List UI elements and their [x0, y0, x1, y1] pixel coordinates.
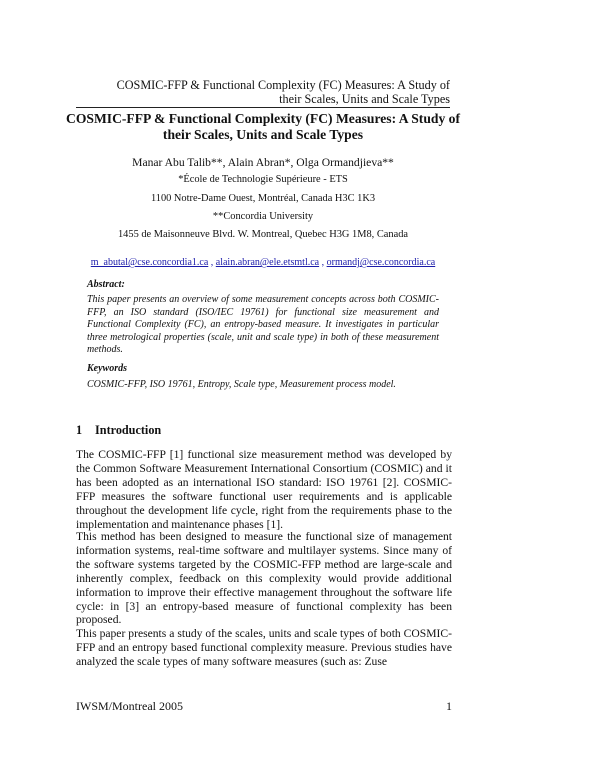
email-list	[60, 257, 466, 268]
body-paragraph-3: This paper presents a study of the scales, units and scale types of both COSMIC-FFP and an entropy based functional complexity measure. Previous studies have analyzed the scale types of many software measures (such as: Zuse	[76, 627, 452, 668]
body-paragraph-2: This method has been designed to measure the functional size of management information systems, real-time software and multilayer systems. Since many of the software systems targeted by the COSMIC-FFP method are large-scale and inherently complex, feedback on this complexity would provide additional information to improve their effective management throughout the software life cycle: in [3] an entropy-based measure of functional complexity has been proposed.	[76, 530, 452, 627]
keywords-text: COSMIC-FFP, ISO 19761, Entropy, Scale type, Measurement process model.	[87, 379, 396, 390]
affiliation-concordia-address: 1455 de Maisonneuve Blvd. W. Montreal, Quebec H3G 1M8, Canada	[117, 229, 409, 240]
abstract-heading: Abstract:	[87, 279, 125, 290]
abstract-text: This paper presents an overview of some measurement concepts across both COSMIC-FFP, an ISO standard (ISO/IEC 19761) for functional size measurement and Functional Complexity (FC), an entropy-based measure. It investigates in particular three metrological properties (scale, unit and scale type) in both of these measurement methods.	[87, 294, 439, 355]
email-separator: ,	[208, 257, 216, 268]
footer-conference: IWSM/Montreal 2005	[76, 699, 183, 713]
paper-title-line-1: COSMIC-FFP & Functional Complexity (FC) Measures: A Study of	[66, 111, 460, 126]
keywords-heading: Keywords	[87, 363, 127, 374]
footer-page-number: 1	[446, 699, 452, 713]
email-link-abran[interactable]: alain.abran@ele.etsmtl.ca	[215, 257, 320, 268]
affiliation-ets-address: 1100 Notre-Dame Ouest, Montréal, Canada H3C 1K3	[150, 193, 376, 204]
paper-title	[60, 111, 466, 142]
body-paragraph-1: The COSMIC-FFP [1] functional size measurement method was developed by the Common Software Measurement International Consortium (COSMIC) and it has been adopted as an international ISO standard: ISO 19761 [2]. COSMIC-FFP measures the software functional user requirements and is applicable throughout the development life cycle, right from the requirements phase to the implementation and maintenance phases [1].	[76, 448, 452, 531]
running-header-line-1: COSMIC-FFP & Functional Complexity (FC) Measures: A Study of	[116, 78, 450, 92]
email-link-ormandj[interactable]: ormandj@cse.concordia.ca	[326, 257, 436, 268]
running-header	[76, 78, 450, 106]
affiliation-ets: *École de Technologie Supérieure - ETS	[178, 174, 348, 185]
affiliation-concordia: **Concordia University	[212, 211, 314, 222]
email-link-abutal[interactable]: m_abutal@cse.concordia1.ca	[90, 257, 209, 268]
email-separator: ,	[319, 257, 327, 268]
section-heading	[76, 423, 161, 438]
section-number: 1	[76, 423, 83, 437]
running-header-line-2: their Scales, Units and Scale Types	[279, 92, 450, 106]
author-list: Manar Abu Talib**, Alain Abran*, Olga Ormandjieva**	[132, 156, 394, 169]
section-title: Introduction	[95, 423, 162, 437]
paper-title-line-2: their Scales, Units and Scale Types	[162, 126, 364, 142]
header-rule	[76, 107, 450, 108]
